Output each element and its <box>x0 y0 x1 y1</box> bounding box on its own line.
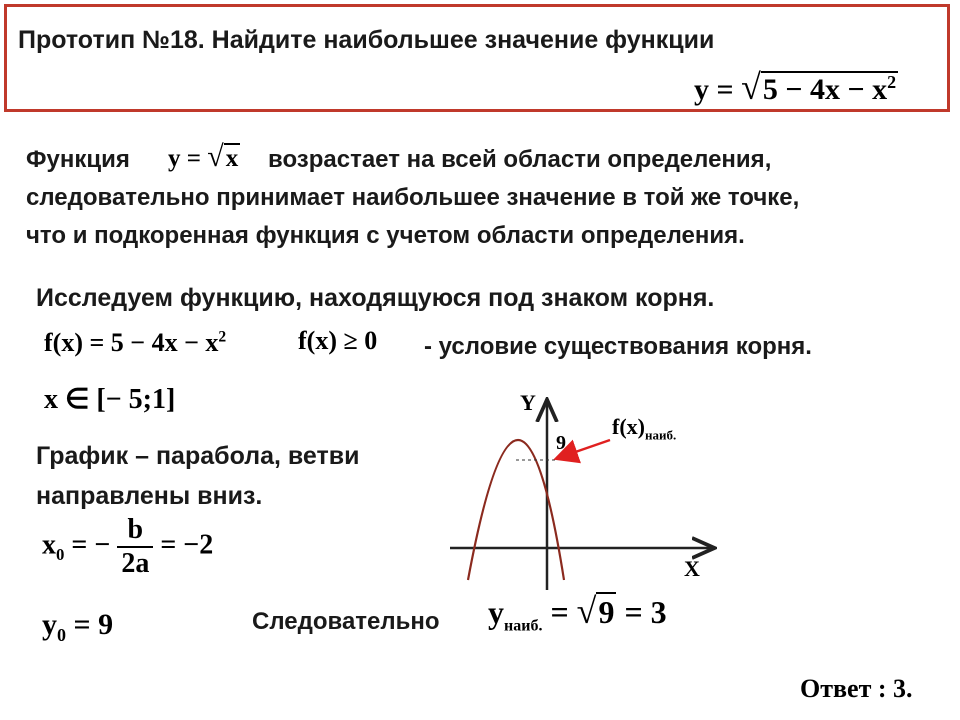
intro-line-2: следовательно принимает наибольшее значение в той же точке, <box>26 184 800 211</box>
answer: Ответ : 3. <box>800 674 913 703</box>
y0-lhs: y <box>42 608 57 641</box>
max-callout-sub: наиб. <box>644 427 677 443</box>
conclusion-y: y <box>488 594 504 630</box>
conclusion-formula: $y_{наиб.} = √9 = 3$ <box>488 591 667 635</box>
graph-text-line-1: График – парабола, ветви <box>36 442 360 470</box>
y0-formula <box>42 608 114 645</box>
conclusion-word: Следовательно <box>252 608 440 635</box>
max-value-label: 9 <box>556 432 566 454</box>
investigate-text: Исследуем функцию, находящуюся под знаком корня. <box>36 284 715 312</box>
intro-line-1: возрастает на всей области определения, <box>268 146 772 173</box>
x0-fraction <box>117 514 153 580</box>
x-axis-label: X <box>684 556 700 581</box>
fx-definition <box>44 328 226 358</box>
problem-title: Прототип №18. Найдите наибольшее значение функции <box>18 26 715 54</box>
x0-formula <box>42 514 213 580</box>
y0-rhs: = 9 <box>66 608 114 641</box>
max-callout-base: f(x) <box>612 414 645 439</box>
intro-line-3: что и подкоренная функция с учетом области определения. <box>26 222 745 249</box>
intro-formula-lhs: y = <box>168 145 208 172</box>
intro-formula-root: x <box>225 145 239 172</box>
conclusion-sub: наиб. <box>504 617 543 635</box>
x0-rhs: = −2 <box>153 529 214 561</box>
x0-eq: = − <box>64 529 118 561</box>
fx-definition-exp: 2 <box>218 328 227 346</box>
conclusion-root: 9 <box>598 594 615 630</box>
domain-formula: x ∈ [− 5;1] <box>44 384 176 415</box>
x0-denominator: 2a <box>121 548 150 579</box>
fx-definition-base: f(x) = 5 − 4x − x <box>44 328 219 357</box>
graph-text-line-2: направлены вниз. <box>36 482 263 510</box>
conclusion-eq: = <box>542 594 577 630</box>
condition-text: - условие существования корня. <box>424 333 812 360</box>
y0-sub: 0 <box>57 625 66 645</box>
x0-numerator: b <box>117 514 153 548</box>
parabola-curve <box>468 440 564 580</box>
title-formula-root: 5 − 4x − x <box>762 73 888 106</box>
fx-condition: f(x) ≥ 0 <box>298 326 378 355</box>
intro-word: Функция <box>26 146 130 173</box>
x0-sub: 0 <box>56 545 65 565</box>
x0-lhs: x <box>42 529 56 561</box>
title-formula-lhs: y = <box>694 73 742 106</box>
title-formula: $y = √5 - 4x - x^2$ <box>694 67 897 107</box>
title-formula-exp: 2 <box>887 72 897 92</box>
y-axis-label: Y <box>520 390 536 415</box>
max-callout-label <box>612 414 677 443</box>
intro-formula: y = √x <box>168 140 239 173</box>
conclusion-rhs: = 3 <box>616 594 667 630</box>
